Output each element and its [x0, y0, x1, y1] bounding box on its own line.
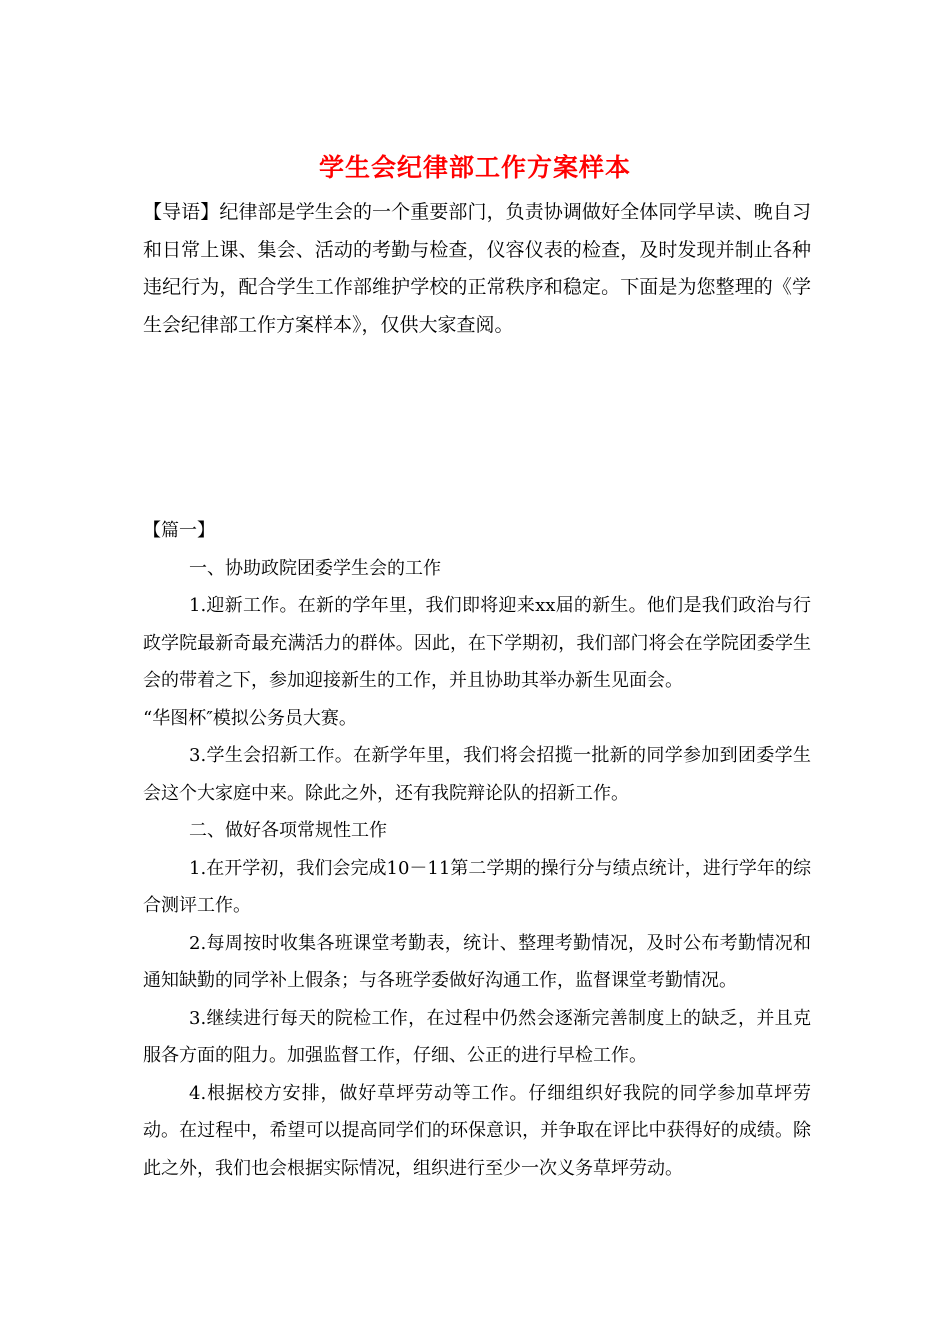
document-title: 学生会纪律部工作方案样本 [318, 153, 631, 182]
paragraph-6: 3.继续进行每天的院检工作，在过程中仍然会逐渐完善制度上的缺乏，并且克服各方面的阻力。加强监督工作，仔细、公正的进行早检工作。 [143, 1007, 811, 1066]
heading-2: 二、做好各项常规性工作 [189, 820, 387, 841]
paragraph-4: 1.在开学初，我们会完成10－11第二学期的操行分与绩点统计，进行学年的综合测评工作。 [143, 857, 811, 916]
section-marker: 【篇一】 [143, 520, 215, 541]
paragraph-2: “华图杯″模拟公务员大赛。 [143, 707, 357, 729]
paragraph-5: 2.每周按时收集各班课堂考勤表，统计、整理考勤情况，及时公布考勤情况和通知缺勤的同学补上假条；与各班学委做好沟通工作，监督课堂考勤情况。 [143, 932, 811, 991]
paragraph-3: 3.学生会招新工作。在新学年里，我们将会招揽一批新的同学参加到团委学生会这个大家庭中来。除此之外，还有我院辩论队的招新工作。 [143, 745, 811, 804]
paragraph-7: 4.根据校方安排，做好草坪劳动等工作。仔细组织好我院的同学参加草坪劳动。在过程中，希望可以提高同学们的环保意识，并争取在评比中获得好的成绩。除此之外，我们也会根据实际情况，组织进行至少一次义务草坪劳动。 [143, 1082, 811, 1179]
document-body [143, 512, 811, 1187]
heading-1: 一、协助政院团委学生会的工作 [189, 557, 441, 579]
intro-paragraph: 【导语】纪律部是学生会的一个重要部门，负责协调做好全体同学早读、晚自习和日常上课、集会、活动的考勤与检查，仪容仪表的检查，及时发现并制止各种违纪行为，配合学生工作部维护学校的正常秩序和稳定。下面是为您整理的《学生会纪律部工作方案样本》，仅供大家查阅。 [143, 201, 811, 336]
paragraph-1: 1.迎新工作。在新的学年里，我们即将迎来xx届的新生。他们是我们政治与行政学院最新奇最充满活力的群体。因此，在下学期初，我们部门将会在学院团委学生会的带着之下，参加迎接新生的工作，并且协助其举办新生见面会。 [143, 595, 811, 691]
